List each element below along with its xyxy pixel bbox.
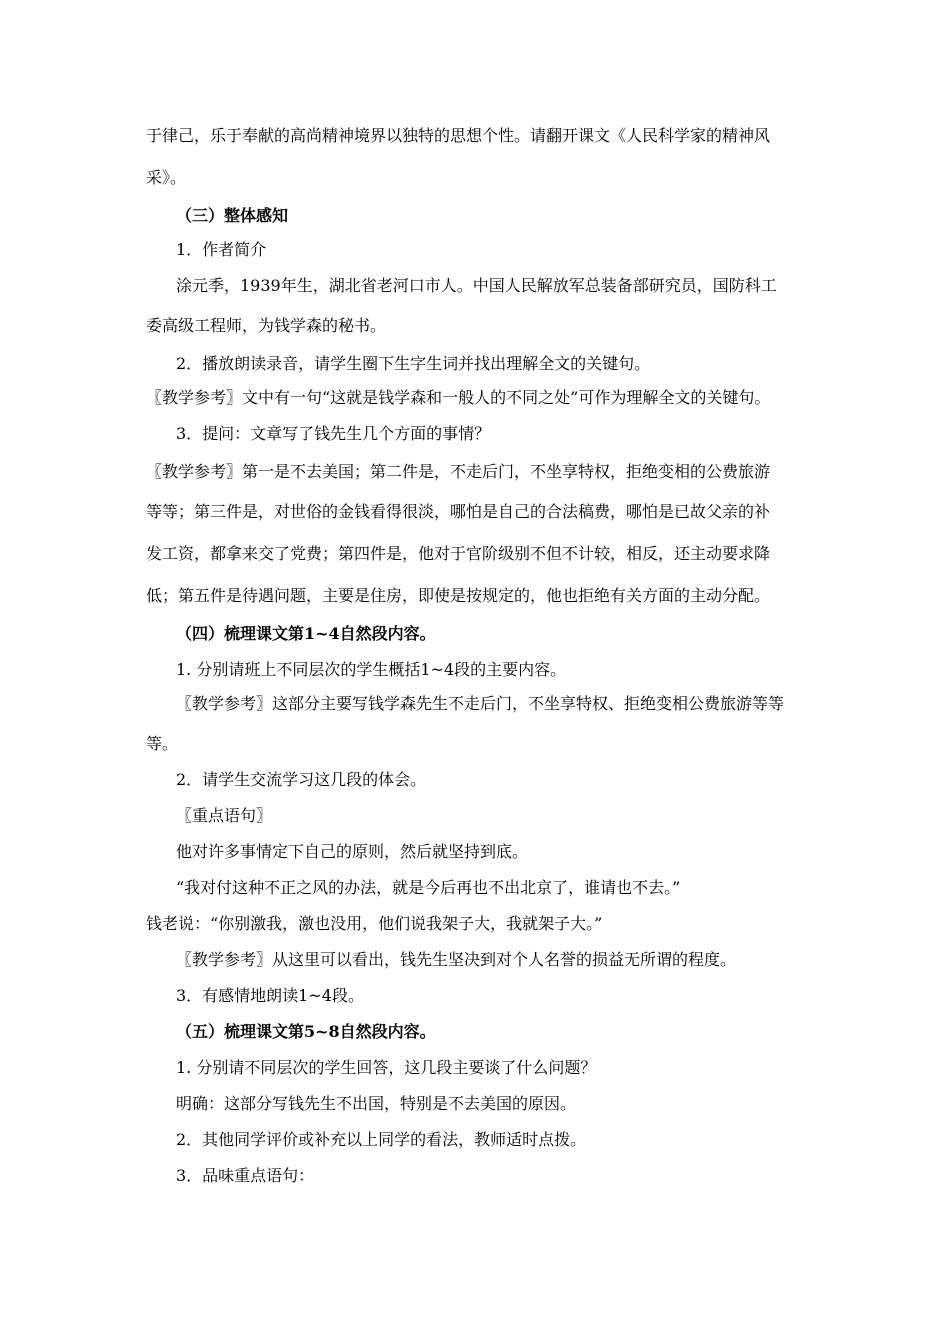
quote-line: “我对付这种不正之风的办法，就是今后再也不出北京了，谁请也不去。” bbox=[176, 878, 681, 897]
quote-line: 他对许多事情定下自己的原则，然后就坚持到底。 bbox=[176, 842, 529, 861]
body-text-line: 低；第五件是待遇问题，主要是住房，即使是按规定的，他也拒绝有关方面的主动分配。 bbox=[146, 586, 771, 605]
body-text-line: 明确：这部分写钱先生不出国，特别是不去美国的原因。 bbox=[176, 1094, 577, 1113]
section-heading: （四）梳理课文第1~4自然段内容。 bbox=[176, 624, 436, 643]
list-item: 3．品味重点语句： bbox=[176, 1166, 315, 1185]
body-text-line: 发工资，都拿来交了党费；第四件是，他对于官阶级别不但不计较，相反，还主动要求降 bbox=[146, 544, 771, 563]
teaching-reference: 〖教学参考〗文中有一句“这就是钱学森和一般人的不同之处”可作为理解全文的关键句。 bbox=[146, 388, 771, 407]
body-text-line: 涂元季，1939年生，湖北省老河口市人。中国人民解放军总装备部研究员，国防科工 bbox=[176, 276, 777, 295]
body-text-line: 等等；第三件是，对世俗的金钱看得很淡，哪怕是自己的合法稿费，哪怕是已故父亲的补 bbox=[146, 502, 771, 521]
list-item: 1. 分别请不同层次的学生回答，这几段主要谈了什么问题？ bbox=[176, 1058, 597, 1077]
teaching-reference: 〖教学参考〗第一是不去美国；第二件是，不走后门，不坐享特权，拒绝变相的公费旅游 bbox=[146, 462, 771, 481]
teaching-reference: 〖教学参考〗从这里可以看出，钱先生坚决到对个人名誉的损益无所谓的程度。 bbox=[176, 950, 737, 969]
quote-line: 钱老说：“你别激我，激也没用，他们说我架子大，我就架子大。” bbox=[146, 914, 603, 933]
section-heading: （三）整体感知 bbox=[176, 206, 289, 225]
body-text-line: 等。 bbox=[146, 734, 179, 753]
body-text-line: 于律己，乐于奉献的高尚精神境界以独特的思想个性。请翻开课文《人民科学家的精神风 bbox=[146, 126, 771, 145]
teaching-reference: 〖教学参考〗这部分主要写钱学森先生不走后门，不坐享特权、拒绝变相公费旅游等等 bbox=[176, 694, 785, 713]
list-item: 1. 分别请班上不同层次的学生概括1~4段的主要内容。 bbox=[176, 660, 567, 679]
list-item: 2．请学生交流学习这几段的体会。 bbox=[176, 770, 427, 789]
list-item: 3．提问：文章写了钱先生几个方面的事情？ bbox=[176, 424, 491, 443]
body-text-line: 采》。 bbox=[146, 168, 187, 187]
list-item: 2．播放朗读录音，请学生圈下生字生词并找出理解全文的关键句。 bbox=[176, 354, 651, 373]
body-text-line: 委高级工程师，为钱学森的秘书。 bbox=[146, 316, 387, 335]
list-item: 2．其他同学评价或补充以上同学的看法，教师适时点拨。 bbox=[176, 1130, 587, 1149]
key-sentences-label: 〖重点语句〗 bbox=[176, 806, 273, 825]
list-item: 1．作者简介 bbox=[176, 240, 267, 259]
list-item: 3．有感情地朗读1~4段。 bbox=[176, 986, 364, 1005]
section-heading: （五）梳理课文第5~8自然段内容。 bbox=[176, 1022, 436, 1041]
